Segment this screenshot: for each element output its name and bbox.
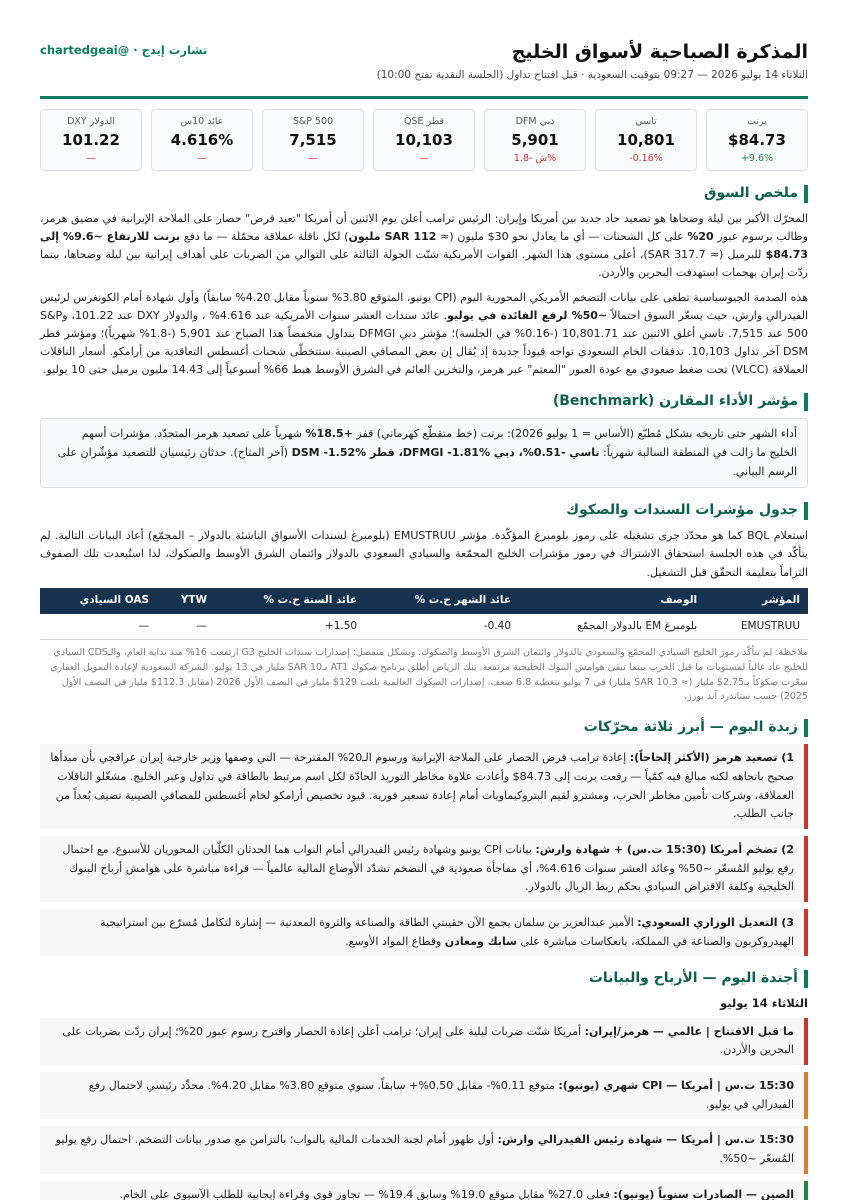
- mover-heading: 2) تضخم أمريكا (15:30 ت.س) + شهادة وارش:: [535, 842, 794, 856]
- mover-text: إعادة ترامب فرض الحصار على الملاحة الإيرانية ورسوم الـ20% المقترحة — التي وصفها وزير خارجية إيران عراقجي بأن مبدأها صحيح باتجاهه لكنه مبالغ فيه كمّياً — رفعت برنت إلى 84.73$ وأعادت علاوة مخاطر التوريد الحادّة لكل اسم مرتبط بالطاقة في تداول وعبر الخليج. مشغّلو الناقلات العملاقة، وشركات تأمين مخاطر الحرب، ومشترو لقيم البتروكيماويات أمام إعادة تسعير فورية. قيود تخصيص أرامكو لخام أغسطس للمصافي الصينية تضيف بُعداً من جانب الطلب.: [50, 751, 794, 821]
- kpi-change: —: [419, 152, 429, 164]
- kpi-label: قطر QSE: [403, 116, 445, 127]
- text-run: ) لكل ناقلة عملاقة محمّلة — ما دفع: [180, 230, 349, 244]
- mover-text: وقطاع المواد الأوسع.: [345, 934, 445, 948]
- column-header: YTW: [157, 588, 215, 614]
- summary-paragraph-2: [40, 289, 808, 380]
- agenda-text: أول ظهور أمام لجنة الخدمات المالية بالنواب؛ بالتزامن مع صدور بيانات التضخم. احتمال رفع يوليو المُسعّر ~50%.: [55, 1133, 794, 1165]
- mover-heading: 3) التعديل الوزاري السعودي:: [637, 915, 794, 929]
- kpi-change: —: [197, 152, 207, 164]
- mover-card-3: [40, 909, 808, 956]
- column-header: عائد السنة ح.ت %: [215, 588, 365, 614]
- table-cell: بلومبرغ EM بالدولار المجمّع: [519, 614, 705, 640]
- text-run: . عائد سندات العشر سنوات الأمريكية عند 4.616% ، والدولار DXY عند 101.22، وS&P 500 عند 7,515. تاسي أغلق الاثنين عند 10,801.71 (-0.16% في الجلسة)؛ مؤشر دبي DFMGI يتداول منخفضاً هذا الصباح عند 5,901 (-1.8% شهرياً)؛ ومؤشر قطر DSM آخر تداول 10,103. تدفقات الخام السعودي تواجه قيوداً جديدة إذ يُقال إن بعض المصافي الصينية ستتخطّى شحنات أغسطس التعاقدية من أرامكو. أسعار الناقلات العملاقة (VLCC) تحت ضغط صعودي مع عودة العبور "المعتم" عبر هرمز، والتخزين العائم في الشرق الأوسط هبط 66% أسبوعياً إلى 14.43 مليون برميل حتى 10 يوليو.: [40, 308, 809, 377]
- bonds-intro: استعلام BQL كما هو محدّد جرى تشغيله على رموز بلومبرغ المؤكّدة. مؤشر EMUSTRUU (بلومبرغ لسندات الأسواق الناشئة بالدولار – المجمّع) أعاد البيانات التالية. لم يتأكّد في هذه الجلسة استحقاق الاشتراك في رموز مؤشرات الخليج المجمّعة والسيادي السعودي بالدولار وائتمان الشرق الأوسط والصكوك، لذا استُبعدت تلك الصفوف التزاماً بتعليمة التحقّق قبل التشغيل.: [40, 529, 808, 579]
- mover-text: بيانات CPI يونيو وشهادة رئيس الفيدرالي أمام النواب هما الحدثان الكلّيان المحوريان للأسبوع. مع احتمال رفع يوليو المُسعّر ~50% وعائد العشر سنوات 4.616%، أي مفاجأة صعودية في التضخم تشدّد الأوضاع المالية عالمياً — قراءة مباشرة على هوامش أرباح البنوك الخليجية وكلفة الاقتراض السيادي بحكم ربط الريال بالدولار.: [62, 842, 794, 894]
- text-run-bold: +18.5%: [305, 427, 353, 441]
- kpi-value: 5,901: [511, 131, 559, 150]
- section-title-text: أجندة اليوم — الأرباح والبيانات: [588, 970, 798, 987]
- kpi-value: 10,103: [395, 131, 453, 150]
- kpi-card-qse: [373, 109, 475, 171]
- table-cell: EMUSTRUU: [705, 614, 808, 640]
- agenda-heading: 15:30 ت.س | أمريكا — CPI شهري (يونيو):: [558, 1078, 794, 1092]
- title-block: [377, 40, 808, 83]
- mover-card-1: [40, 744, 808, 829]
- kpi-value: 4.616%: [170, 131, 234, 150]
- bonds-table: [40, 588, 808, 641]
- section-marker: [804, 719, 808, 737]
- table-cell: —: [40, 614, 157, 640]
- header-divider: [40, 96, 808, 99]
- section-title-movers: [40, 717, 808, 738]
- text-run: للبرميل (≈ 317.7 SAR)، أعلى مستوى هذا الشهر. القوات الأمريكية شنّت الجولة الثالثة على التوالي من الضربات على أهداف إيرانية بين ليلة وضحاها، بينما ردّت إيران بهجمات استهدفت البحرين والأردن.: [40, 248, 808, 280]
- section-title-text: جدول مؤشرات السندات والصكوك: [566, 502, 798, 519]
- kpi-change: —: [308, 152, 318, 164]
- kpi-label: الدولار DXY: [67, 116, 115, 127]
- benchmark-callout: [40, 418, 808, 488]
- kpi-value: 10,801: [617, 131, 675, 150]
- text-run-bold: 20%: [687, 230, 714, 244]
- mover-card-2: [40, 836, 808, 902]
- kpi-change: —: [86, 152, 96, 164]
- text-run: (آخر المتاح). حدثان رئيسيان للتصعيد مؤشّران على الرسم البياني.: [57, 445, 797, 478]
- summary-paragraph-1: [40, 210, 808, 283]
- text-run: أداء الشهر حتى تاريخه بشكل مُطبّع (الأساس = 1 يوليو 2026): برنت (خط متقطّع كهرماني) قفز: [352, 427, 797, 441]
- brand-handle[interactable]: تشارت إيدج · @chartedgeai: [40, 43, 208, 57]
- column-header: عائد الشهر ح.ت %: [365, 588, 519, 614]
- mover-text-bold: سابك ومعادن: [444, 934, 517, 948]
- page-subtitle: الثلاثاء 14 يوليو 2026 — 09:27 بتوقيت السعودية · قبل افتتاح تداول (الجلسة النقدية تفتح 10:00): [376, 68, 808, 81]
- kpi-label: عائد 10س: [180, 116, 224, 127]
- table-row: [40, 614, 808, 640]
- section-marker: [804, 970, 808, 988]
- section-title-text: زبدة اليوم — أبرز ثلاثة محرّكات: [583, 719, 798, 736]
- kpi-strip: [40, 109, 808, 171]
- kpi-card-10y: [151, 109, 253, 171]
- agenda-item-3: [40, 1126, 808, 1173]
- section-title-text: مؤشر الأداء المقارن (Benchmark): [552, 393, 798, 410]
- agenda-text: متوقع 0.11%- مقابل 0.50%+ سابقاً. سنوي متوقع 3.80% مقابل 4.20%. محدِّد رئيسي لاحتمال رفع الفيدرالي في يوليو.: [88, 1078, 794, 1111]
- mover-heading: 1) تصعيد هرمز (الأكثر إلحاحاً):: [629, 751, 794, 765]
- column-header: OAS السيادي: [40, 588, 157, 614]
- table-cell: +1.50: [215, 614, 365, 640]
- kpi-change: ش -1.8%: [513, 152, 557, 164]
- column-header: المؤشر: [705, 588, 808, 614]
- kpi-label: تاسي: [635, 116, 657, 127]
- section-title-text: ملخص السوق: [703, 185, 798, 201]
- kpi-value: $84.73: [728, 131, 786, 150]
- section-marker: [804, 502, 808, 520]
- agenda-item-4: [40, 1181, 808, 1200]
- kpi-value: 7,515: [289, 131, 337, 150]
- agenda-heading: ما قبل الافتتاح | عالمي — هرمز/إيران:: [584, 1024, 794, 1038]
- text-run-bold: تاسي -0.51%، دبي DFMGI -1.81%، قطر DSM -1.52%: [291, 445, 600, 459]
- column-header: الوصف: [519, 588, 705, 614]
- kpi-card-brent: [706, 109, 808, 171]
- text-run: هذه الصدمة الجيوسياسية تطغى على بيانات التضخم الأمريكي المحورية اليوم (CPI يونيو، المتوقع 3.80% سنوياً مقابل 4.20% سابقاً) وأول شهادة أمام الكونغرس لرئيس الفيدرالي وارش، حيث يسعّر السوق احتمالاً: [40, 290, 809, 322]
- agenda-heading: 15:30 ت.س | أمريكا — شهادة رئيس الفيدرالي وارش:: [497, 1133, 794, 1147]
- section-title-benchmark: [40, 391, 808, 412]
- text-run-bold: ~50% لرفع الفائدة في يوليو: [447, 308, 608, 322]
- section-title-summary: [40, 183, 808, 204]
- section-marker: [804, 393, 808, 411]
- agenda-text: أمريكا شنّت ضربات ليلية على إيران؛ ترامب أعلن إعادة الحصار واقترح رسوم عبور 20%؛ إيران ردّت بضربات على البحرين والأردن.: [62, 1024, 794, 1057]
- kpi-card-spx: [262, 109, 364, 171]
- table-cell: -0.40: [365, 614, 519, 640]
- page-title: المذكرة الصباحية لأسواق الخليج: [511, 41, 808, 63]
- agenda-text: فعلي 27.0% مقابل متوقع 19.0% وسابق 19.4% — تجاوز قوي وقراءة إيجابية للطلب الآسيوي على الخام.: [119, 1187, 614, 1200]
- kpi-value: 101.22: [62, 131, 120, 150]
- agenda-item-1: [40, 1018, 808, 1065]
- kpi-change: -0.16%: [629, 152, 663, 164]
- kpi-label: دبي DFM: [515, 116, 555, 127]
- text-run-bold: برنت للارتفاع ~9.6% إلى 84.73$: [40, 230, 809, 262]
- agenda-day: الثلاثاء 14 يوليو: [720, 996, 808, 1011]
- agenda-item-2: [40, 1072, 808, 1119]
- kpi-label: برنت: [747, 116, 767, 127]
- table-cell: —: [157, 614, 215, 640]
- bonds-note: ملاحظة: لم تتأكّد رموز الخليج السيادي المجمّع والسعودي بالدولار وائتمان الشرق الأوسط والصكوك. وبشكل منفصل: إصدارات سندات الخليج G3 ارتفعت 16% منذ بداية العام، والـCDS السيادي للخليج عاد غالباً لمستويات ما قبل الحرب بينما تبقى هوامش البنوك الخليجية مرتفعة. بنك الرياض أطلق برنامج صكوك AT1 بـ10 SAR مليار في 13 يوليو. الشركة السعودية لإعادة التمويل العقاري سعّرت صكوكاً بـ2.75$ مليار (≈ 10.3 SAR مليار) في 7 يوليو بتغطية 6.8 ضعف. إصدارات الصكوك العالمية بلغت 129$ مليار في النصف الأول 2026 (مقابل 112.3$ مليار في النصف الأول 2025) حسب ستاندرد آند بورز.: [50, 647, 808, 703]
- kpi-card-dfm: [484, 109, 586, 171]
- text-run: شهرياً على تصعيد هرمز المتجدّد. مؤشرات أسهم الخليج ما زالت في المنطقة السالبة شهرياً:: [81, 427, 797, 459]
- memo-header: [40, 40, 808, 92]
- kpi-change: +9.6%: [740, 152, 774, 164]
- section-title-agenda: [40, 968, 808, 989]
- kpi-card-dxy: [40, 109, 142, 171]
- kpi-label: S&P 500: [292, 116, 334, 127]
- kpi-card-tasi: [595, 109, 697, 171]
- section-marker: [804, 185, 808, 203]
- text-run: على كل الشحنات — أي ما يعادل نحو 30$ مليون (≈: [436, 230, 688, 244]
- section-title-bonds: [40, 500, 808, 521]
- agenda-heading: الصين — الصادرات سنوياً (يونيو):: [613, 1187, 794, 1200]
- mover-text: الأمير عبدالعزيز بن سلمان يجمع الآن حقيبتي الطاقة والصناعة والثروة المعدنية — إشارة لتكامل مُسرّع بين استراتيجية الهيدروكربون والصناعة في المملكة، بانعكاسات مباشرة على: [100, 915, 794, 948]
- table-header-row: [40, 588, 808, 614]
- text-run: المحرّك الأكبر بين ليلة وضحاها هو تصعيد حاد جديد بين أمريكا وإيران: الرئيس ترامب أعلن يوم الاثنين أن أمريكا "تعيد فرض" حصار على الملاحة الإيرانية في مضيق هرمز، وطالب برسوم عبور: [40, 212, 808, 244]
- text-run-bold: 112 SAR مليون: [348, 230, 437, 244]
